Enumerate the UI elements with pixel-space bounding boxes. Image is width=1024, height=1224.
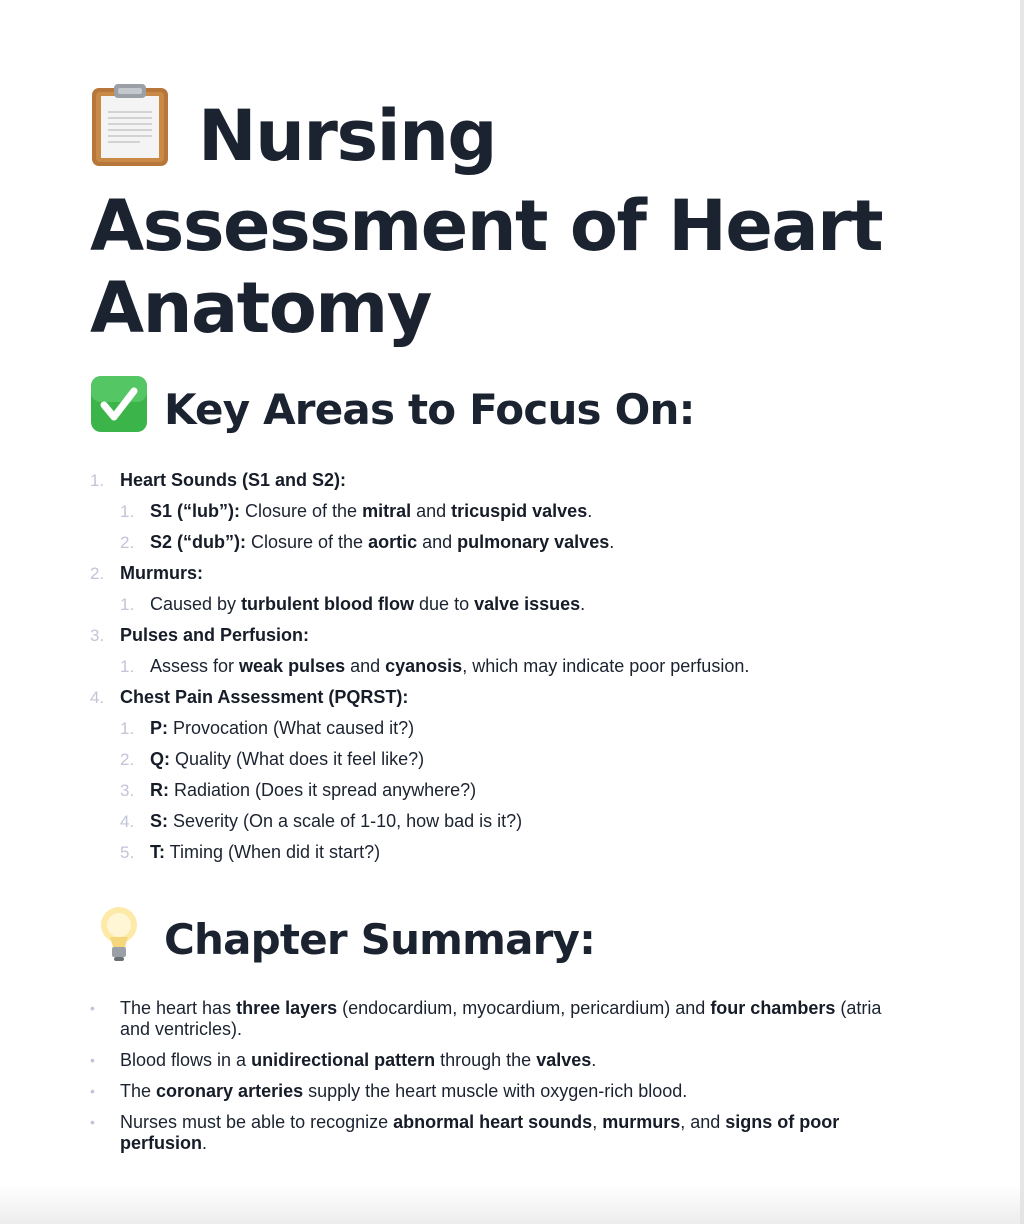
bold-text: turbulent blood flow [241, 594, 415, 614]
check-mark-button-icon [90, 375, 148, 443]
text-run: (atria and ventricles). [120, 998, 882, 1039]
sub-list-item [120, 527, 950, 558]
sub-list-item [120, 806, 950, 837]
bold-text: S2 (“dub”): [150, 532, 246, 552]
bold-text: coronary arteries [156, 1081, 304, 1101]
key-areas-heading [90, 377, 950, 441]
summary-item-text [120, 1112, 910, 1154]
text-run: , [592, 1112, 603, 1132]
sub-item-text [150, 837, 380, 868]
light-bulb-icon [90, 903, 148, 975]
bullet-marker: • [90, 1052, 95, 1068]
list-number: 4. [90, 688, 105, 707]
bold-text: abnormal heart sounds [393, 1112, 593, 1132]
text-run: (endocardium, myocardium, pericardium) and [337, 998, 711, 1018]
text-run: , and [680, 1112, 726, 1132]
list-number: 2. [120, 750, 135, 769]
text-run: The [120, 1081, 157, 1101]
bold-text: S: [150, 811, 168, 831]
sub-item-text [150, 806, 522, 837]
summary-item-text [120, 998, 910, 1040]
text-run: Provocation (What caused it?) [168, 718, 415, 738]
bullet-marker: • [90, 1083, 95, 1099]
sub-list-item [120, 496, 950, 527]
list-number: 3. [120, 781, 135, 800]
text-run: . [587, 501, 593, 521]
text-run: and [411, 501, 452, 521]
sub-item-text [150, 775, 476, 806]
bold-text: aortic [368, 532, 418, 552]
clipboard-icon [90, 82, 170, 185]
bold-text: three layers [236, 998, 338, 1018]
text-run: . [202, 1133, 208, 1153]
list-number: 2. [90, 564, 105, 583]
sub-list [120, 589, 950, 620]
key-areas-heading-text: Key Areas to Focus On: [164, 384, 695, 434]
text-run: The heart has [120, 998, 237, 1018]
list-item [90, 682, 950, 868]
summary-heading [90, 904, 950, 974]
list-item [90, 558, 950, 620]
text-run: and [417, 532, 458, 552]
bold-text: signs of poor perfusion [120, 1112, 840, 1153]
text-run: . [591, 1050, 597, 1070]
text-run: Closure of the [240, 501, 363, 521]
document [90, 82, 950, 1164]
bullet-marker: • [90, 1114, 95, 1130]
list-number: 4. [120, 812, 135, 831]
list-item-title: Chest Pain Assessment (PQRST): [120, 687, 409, 707]
bold-text: R: [150, 780, 169, 800]
text-run: Closure of the [246, 532, 369, 552]
sub-list [120, 713, 950, 868]
text-run: Nurses must be able to recognize [120, 1112, 394, 1132]
list-number: 3. [90, 626, 105, 645]
text-run: Quality (What does it feel like?) [170, 749, 425, 769]
bottom-shadow [0, 1184, 1024, 1224]
list-item-title: Pulses and Perfusion: [120, 625, 310, 645]
sub-list-item [120, 589, 950, 620]
summary-item [90, 1112, 950, 1154]
page-edge [1020, 0, 1024, 1224]
text-run: Timing (When did it start?) [165, 842, 381, 862]
bold-text: T: [150, 842, 165, 862]
list-number: 1. [120, 502, 135, 521]
bold-text: weak pulses [239, 656, 346, 676]
bold-text: S1 (“lub”): [150, 501, 240, 521]
summary-item-text [120, 1081, 910, 1102]
page-title [90, 82, 950, 349]
list-number: 1. [120, 719, 135, 738]
sub-item-text [150, 651, 749, 682]
text-run: and [345, 656, 386, 676]
bullet-marker: • [90, 1000, 95, 1016]
bold-text: P: [150, 718, 168, 738]
list-item-row [90, 620, 950, 651]
sub-list-item [120, 775, 950, 806]
sub-item-text [150, 713, 414, 744]
bold-text: pulmonary valves [457, 532, 610, 552]
sub-list [120, 651, 950, 682]
list-item [90, 465, 950, 558]
summary-item-text [120, 1050, 910, 1071]
text-run: Caused by [150, 594, 242, 614]
summary-list [90, 998, 950, 1154]
sub-list-item [120, 713, 950, 744]
sub-item-text [150, 527, 614, 558]
list-item [90, 620, 950, 682]
list-number: 1. [90, 471, 105, 490]
sub-item-text [150, 589, 585, 620]
list-item-row [90, 558, 950, 589]
sub-list-item [120, 744, 950, 775]
summary-item [90, 1081, 950, 1102]
bold-text: mitral [362, 501, 412, 521]
bold-text: cyanosis [385, 656, 463, 676]
summary-item [90, 998, 950, 1040]
sub-item-text [150, 496, 592, 527]
bold-text: unidirectional pattern [251, 1050, 436, 1070]
summary-item [90, 1050, 950, 1071]
summary-heading-text: Chapter Summary: [164, 914, 596, 964]
text-run: through the [435, 1050, 537, 1070]
list-number: 2. [120, 533, 135, 552]
list-number: 5. [120, 843, 135, 862]
text-run: . [580, 594, 586, 614]
sub-item-text [150, 744, 424, 775]
title-word-1: Nursing [198, 95, 497, 177]
text-run: Assess for [150, 656, 240, 676]
list-number: 1. [120, 595, 135, 614]
text-run: due to [414, 594, 475, 614]
bold-text: murmurs [602, 1112, 681, 1132]
bold-text: valve issues [474, 594, 581, 614]
sub-list [120, 496, 950, 558]
text-run: Blood flows in a [120, 1050, 252, 1070]
list-item-title: Murmurs: [120, 563, 204, 583]
text-run: . [609, 532, 615, 552]
bold-text: Q: [150, 749, 170, 769]
bold-text: valves [536, 1050, 592, 1070]
title-rest: Assessment of Heart Anatomy [90, 185, 883, 349]
list-item-row [90, 682, 950, 713]
list-number: 1. [120, 657, 135, 676]
sub-list-item [120, 651, 950, 682]
bold-text: tricuspid valves [451, 501, 588, 521]
bold-text: four chambers [710, 998, 836, 1018]
list-item-title: Heart Sounds (S1 and S2): [120, 470, 347, 490]
sub-list-item [120, 837, 950, 868]
key-areas-list [90, 465, 950, 868]
text-run: Severity (On a scale of 1-10, how bad is it?) [168, 811, 523, 831]
list-item-row [90, 465, 950, 496]
text-run: , which may indicate poor perfusion. [462, 656, 750, 676]
text-run: supply the heart muscle with oxygen-rich blood. [303, 1081, 688, 1101]
text-run: Radiation (Does it spread anywhere?) [169, 780, 477, 800]
